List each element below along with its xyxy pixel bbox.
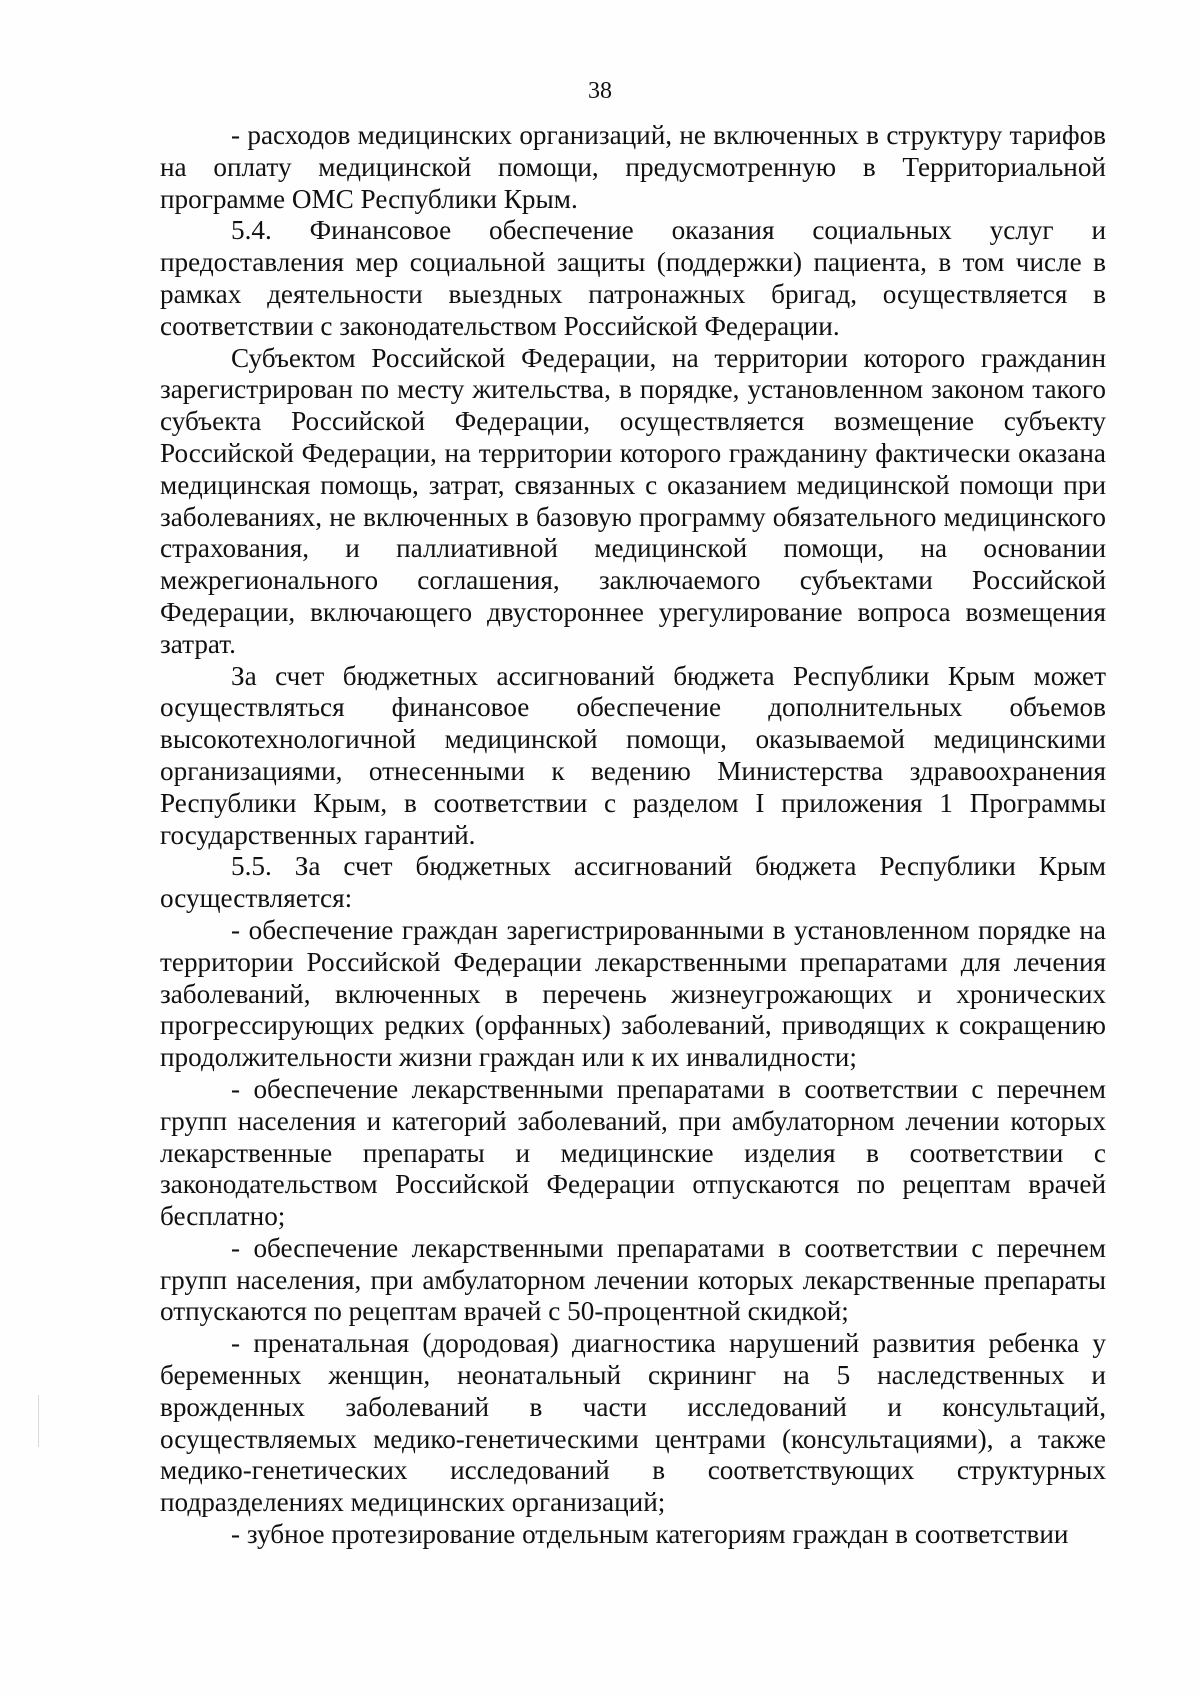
list-item-prenatal-diagnostics: - пренатальная (дородовая) диагностика нарушений развития ребенка у беременных женщин, неонатальный скрининг на 5 наследственных и врожденных заболеваний в части исследований и консультаций, осуществляемых медико-генетическими центрами (консультациями), а также медико-генетических исследований в соответствующих структурных подразделениях медицинских организаций; (160, 1328, 1106, 1518)
page-number: 38 (588, 78, 612, 104)
list-item-orphan-drugs: - обеспечение граждан зарегистрированными в установленном порядке на территории Российской Федерации лекарственными препаратами для лечения заболеваний, включенных в перечень жизнеугрожающих и хронических прогрессирующих редких (орфанных) заболеваний, приводящих к сокращению продолжительности жизни граждан или к их инвалидности; (160, 914, 1106, 1073)
list-item-dental-prosthetics: - зубное протезирование отдельным категориям граждан в соответствии (231, 1519, 1069, 1550)
paragraph-expenses-not-in-tariffs: - расходов медицинских организаций, не включенных в структуру тарифов на оплату медицинской помощи, предусмотренную в Территориальной программе ОМС Республики Крым. (160, 120, 1106, 214)
scan-margin-mark (38, 1395, 39, 1447)
paragraph-high-tech-care-funding: За счет бюджетных ассигнований бюджета Республики Крым может осуществляться финансовое обеспечение дополнительных объемов высокотехнологичной медицинской помощи, оказываемой медицинскими организациями, отнесенными к ведению Министерства здравоохранения Республики Крым, в соответствии с разделом I приложения 1 Программы государственных гарантий. (160, 660, 1106, 850)
list-item-discount-prescriptions: - обеспечение лекарственными препаратами в соответствии с перечнем групп населения, при амбулаторном лечении которых лекарственные препараты отпускаются по рецептам врачей с 50-процентной скидкой; (160, 1232, 1106, 1327)
paragraph-interregional-compensation: Субъектом Российской Федерации, на территории которого гражданин зарегистрирован по месту жительства, в порядке, установленном законом такого субъекта Российской Федерации, осуществляется возмещение субъекту Российской Федерации, на территории которого гражданину фактически оказана медицинская помощь, затрат, связанных с оказанием медицинской помощи при заболеваниях, не включенных в базовую программу обязательного медицинского страхования, и паллиативной медицинской помощи, на основании межрегионального соглашения, заключаемого субъектами Российской Федерации, включающего двустороннее урегулирование вопроса возмещения затрат. (160, 342, 1106, 659)
list-item-free-prescriptions: - обеспечение лекарственными препаратами в соответствии с перечнем групп населения и категорий заболеваний, при амбулаторном лечении которых лекарственные препараты и медицинские изделия в соответствии с законодательством Российской Федерации отпускаются по рецептам врачей бесплатно; (160, 1073, 1106, 1232)
document-body (160, 120, 1106, 1551)
paragraph-5-5-budget-funding: 5.5. За счет бюджетных ассигнований бюджета Республики Крым осуществляется: (160, 851, 1106, 914)
paragraph-5-4-social-services: 5.4. Финансовое обеспечение оказания социальных услуг и предоставления мер социальной защиты (поддержки) пациента, в том числе в рамках деятельности выездных патронажных бригад, осуществляется в соответствии с законодательством Российской Федерации. (160, 215, 1106, 341)
